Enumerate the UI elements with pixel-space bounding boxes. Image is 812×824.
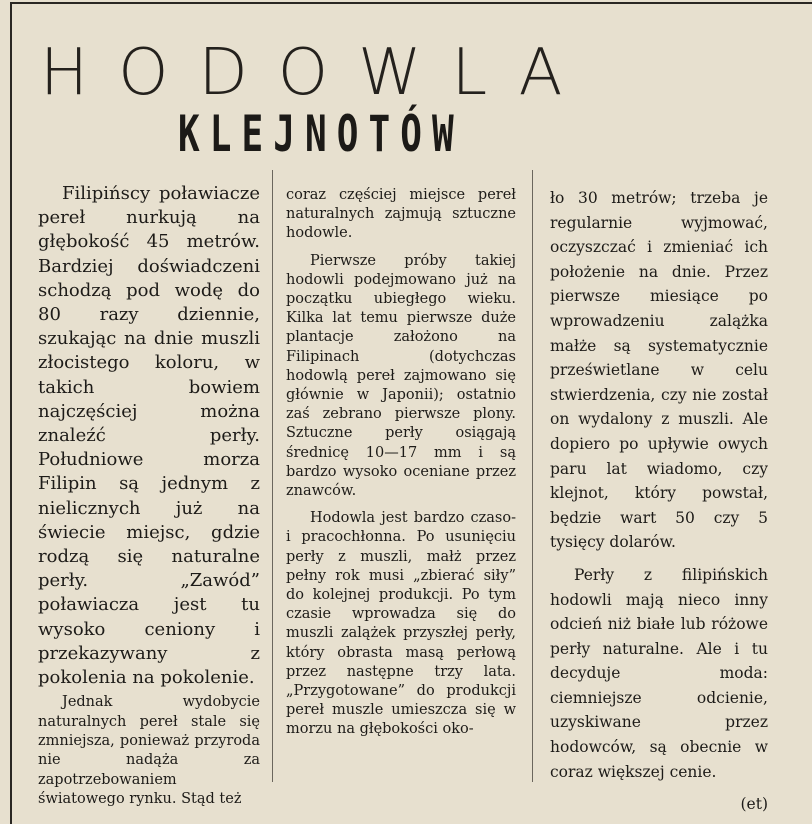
- paragraph: Perły z filipińskich hodowli mają nieco inny odcień niż białe lub różowe perły naturalne. Ale i tu decyduje moda: ciemniejsze odcienie, uzyskiwane przez hodowców, są obecnie w coraz większej cenie.: [550, 565, 768, 781]
- paragraph: ło 30 metrów; trzeba je regularnie wyjmować, oczyszczać i zmieniać ich położenie na dnie. Przez pierwsze miesiące po wprowadzeniu zalążka małże są systematycznie prześwietlane w celu stwierdzenia, czy nie został on wydalony z muszli. Ale dopiero po upływie owych paru lat wiadomo, czy klejnot, który powstał, będzie wart 50 czy 5 tysięcy dolarów.: [550, 189, 768, 552]
- column-divider: [272, 170, 273, 782]
- subheadline: KLEJNOTÓW: [178, 105, 464, 163]
- paragraph: Jednak wydobycie naturalnych pereł stale się zmniejsza, ponieważ przyroda nie nadąża za zapotrzebowaniem światowego rynku. Stąd też: [38, 694, 260, 808]
- paragraph: Pierwsze próby takiej hodowli podejmowano już na początku ubiegłego wieku. Kilka lat temu pierwsze duże plantacje założono na Filipinach (dotychczas hodowlą pereł zajmowano się głównie w Japonii); ostatnio zaś zebrano pierwsze plony. Sztuczne perły osiągają średnicę 10—17 mm i są bardzo wysoko oceniane przez znawców.: [286, 252, 516, 500]
- paragraph: Hodowla jest bardzo czaso- i pracochłonna. Po usunięciu perły z muszli, małż przez pełny rok musi „zbierać siły” do kolejnej produkcji. Po tym czasie wprowadza się do muszli zalążek przyszłej perły, który obrasta masą perłową przez następne trzy lata. „Przygotowane” do produkcji pereł muszle umieszcza się w morzu na głębokości oko-: [286, 510, 516, 738]
- author-signature: (et): [740, 795, 768, 814]
- column-divider: [532, 170, 533, 782]
- article-column-2: [286, 186, 516, 771]
- paragraph: coraz częściej miejsce pereł naturalnych zajmują sztuczne hodowle.: [286, 187, 516, 242]
- headline: HODOWLA: [40, 36, 593, 110]
- article-column-1: [38, 182, 260, 808]
- article-column-3: [550, 186, 768, 814]
- paragraph: Filipińscy poławiacze pereł nurkują na głębokość 45 metrów. Bardziej doświadczeni schodzą pod wodę do 80 razy dziennie, szukając na dnie muszli złocistego koloru, w takich bowiem najczęściej można znaleźć perły. Południowe morza Filipin są jednym z nielicznych już na świecie miejsc, gdzie rodzą się naturalne perły. „Zawód” poławiacza jest tu wysoko ceniony i przekazywany z pokolenia na pokolenie.: [38, 183, 260, 689]
